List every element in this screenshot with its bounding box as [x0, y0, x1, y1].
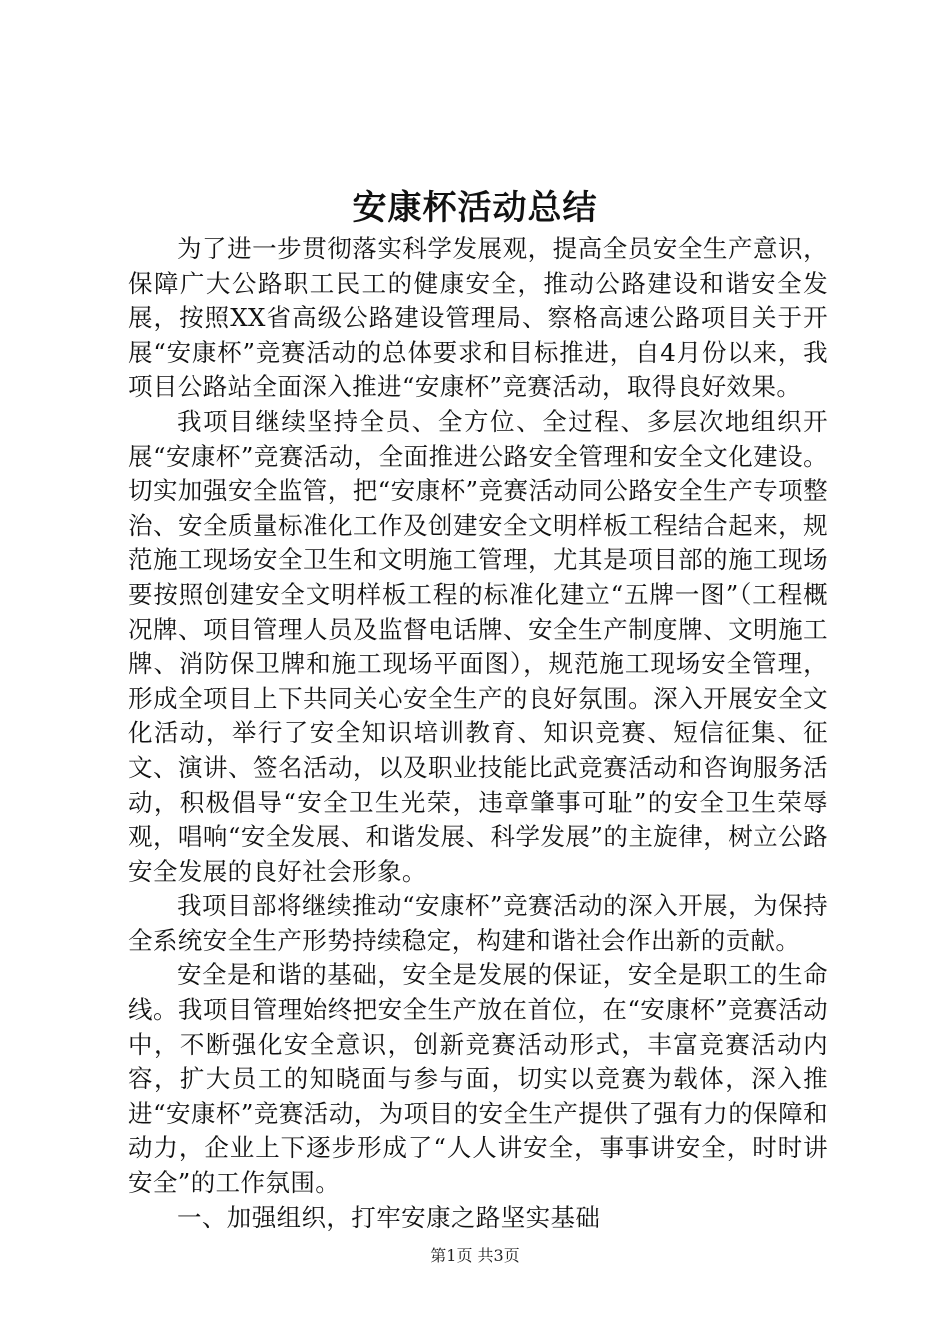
page-footer: 第1页 共3页 — [430, 1246, 520, 1265]
document-title: 安康杯活动总结 — [352, 188, 598, 228]
section-heading-1: 一、加强组织，打牢安康之路坚实基础 — [177, 1202, 601, 1232]
document-body — [128, 232, 828, 1235]
paragraph-safety-foundation: 安全是和谐的基础，安全是发展的保证，安全是职工的生命线。我项目管理始终把安全生产放在首位，在“安康杯”竞赛活动中，不断强化安全意识，创新竞赛活动形式，丰富竞赛活动内容，扩大员工的知晓面与参与面，切实以竞赛为载体，深入推进“安康杯”竞赛活动，为项目的安全生产提供了强有力的保障和动力，企业上下逐步形成了“人人讲安全，事事讲安全，时时讲安全”的工作氛围。 — [128, 960, 828, 1198]
paragraph-activities: 我项目继续坚持全员、全方位、全过程、多层次地组织开展“安康杯”竞赛活动，全面推进公路安全管理和安全文化建设。切实加强安全监管，把“安康杯”竞赛活动同公路安全生产专项整治、安全质量标准化工作及创建安全文明样板工程结合起来，规范施工现场安全卫生和文明施工管理，尤其是项目部的施工现场要按照创建安全文明样板工程的标准化建立“五牌一图”（工程概况牌、项目管理人员及监督电话牌、安全生产制度牌、文明施工牌、消防保卫牌和施工现场平面图），规范施工现场安全管理，形成全项目上下共同关心安全生产的良好氛围。深入开展安全文化活动，举行了安全知识培训教育、知识竞赛、短信征集、征文、演讲、签名活动，以及职业技能比武竞赛活动和咨询服务活动，积极倡导“安全卫生光荣，违章肇事可耻”的安全卫生荣辱观，唱响“安全发展、和谐发展、科学发展”的主旋律，树立公路安全发展的良好社会形象。 — [128, 406, 828, 886]
paragraph-intro: 为了进一步贯彻落实科学发展观，提高全员安全生产意识，保障广大公路职工民工的健康安全，推动公路建设和谐安全发展，按照XX省高级公路建设管理局、察格高速公路项目关于开展“安康杯”竞赛活动的总体要求和目标推进，自4月份以来，我项目公路站全面深入推进“安康杯”竞赛活动，取得良好效果。 — [128, 234, 828, 402]
paragraph-continue: 我项目部将继续推动“安康杯”竞赛活动的深入开展，为保持全系统安全生产形势持续稳定，构建和谐社会作出新的贡献。 — [128, 891, 828, 955]
